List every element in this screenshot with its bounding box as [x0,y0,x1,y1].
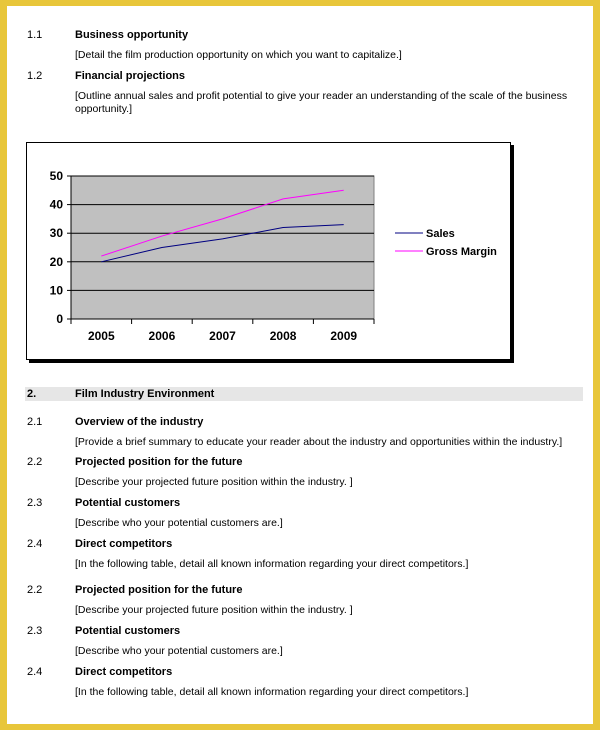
item-description: [Provide a brief summary to educate your reader about the industry and opportunities within the industry.] [75,436,563,448]
item-heading: Potential customers [75,497,181,509]
item-description: [Describe your projected future position within the industry. ] [75,604,353,616]
item-number: 2.4 [27,666,43,678]
x-tick-label: 2008 [269,329,297,343]
item-number: 2.4 [27,538,43,550]
item-number: 1.1 [27,29,43,41]
document-page [7,6,593,724]
item-heading: Direct competitors [75,666,173,678]
item-description: [Detail the film production opportunity on which you want to capitalize.] [75,49,402,61]
item-number: 2.2 [27,584,43,596]
section-number: 2. [27,388,37,400]
y-tick-label: 30 [49,226,63,241]
item-number: 2.3 [27,497,43,509]
item-description: [In the following table, detail all known information regarding your direct competitors.] [75,686,469,698]
legend-label: Sales [426,228,455,240]
chart-frame [26,142,511,360]
line-chart [27,143,510,359]
y-tick-label: 20 [49,254,63,269]
item-description: [Outline annual sales and profit potential to give your reader an understanding of the scale of the business opportunity.] [75,90,568,115]
item-description: [Describe who your potential customers are.] [75,645,283,657]
y-tick-label: 0 [56,312,63,326]
x-tick-label: 2007 [209,329,236,343]
item-heading: Projected position for the future [75,456,243,468]
legend-label: Gross Margin [426,246,497,258]
y-tick-label: 50 [49,169,63,183]
item-heading: Direct competitors [75,538,173,550]
item-heading: Overview of the industry [75,416,204,428]
y-tick-label: 40 [49,197,63,212]
x-tick-label: 2006 [148,329,176,343]
item-number: 1.2 [27,70,43,82]
item-number: 2.2 [27,456,43,468]
item-heading: Business opportunity [75,29,189,41]
item-heading: Projected position for the future [75,584,243,596]
section-heading: Film Industry Environment [75,388,215,400]
y-tick-label: 10 [49,283,63,298]
item-description: [Describe who your potential customers are.] [75,517,283,529]
x-tick-label: 2009 [330,329,358,343]
item-description: [In the following table, detail all known information regarding your direct competitors.] [75,558,469,570]
plot-area [71,176,374,319]
item-heading: Potential customers [75,625,181,637]
x-tick-label: 2005 [87,329,115,343]
item-heading: Financial projections [75,70,186,82]
item-number: 2.1 [27,416,43,428]
item-description: [Describe your projected future position within the industry. ] [75,476,353,488]
item-number: 2.3 [27,625,43,637]
